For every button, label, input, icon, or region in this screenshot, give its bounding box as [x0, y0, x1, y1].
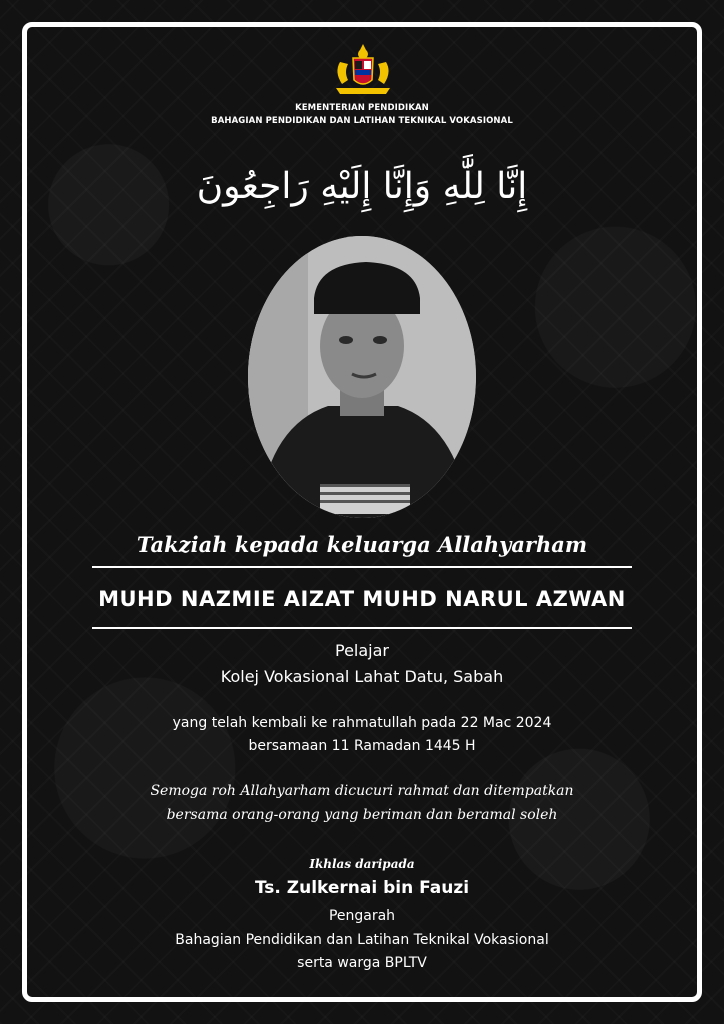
- prayer-line-1: Semoga roh Allahyarham dicucuri rahmat dan ditempatkan: [150, 783, 574, 799]
- deceased-role: Pelajar: [335, 641, 389, 660]
- sender-staff: serta warga BPLTV: [297, 955, 427, 971]
- sender-division: Bahagian Pendidikan dan Latihan Teknikal Vokasional: [175, 932, 549, 948]
- portrait-silhouette: [248, 236, 476, 518]
- condolence-heading: Takziah kepada keluarga Allahyarham: [136, 532, 588, 557]
- divider-top: [92, 566, 632, 568]
- passing-date-line: yang telah kembali ke rahmatullah pada 22 Mac 2024: [172, 715, 552, 731]
- deceased-name: MUHD NAZMIE AIZAT MUHD NARUL AZWAN: [98, 587, 626, 611]
- division-name: BAHAGIAN PENDIDIKAN DAN LATIHAN TEKNIKAL VOKASIONAL: [211, 116, 513, 126]
- prayer-line-2: bersama orang-orang yang beriman dan beramal soleh: [166, 807, 558, 823]
- coat-of-arms-logo: [326, 42, 400, 100]
- divider-bottom: [92, 627, 632, 629]
- deceased-school: Kolej Vokasional Lahat Datu, Sabah: [220, 667, 504, 686]
- arabic-verse: إِنَّا لِلَّٰهِ وَإِنَّا إِلَيْهِ رَاجِعُونَ: [196, 166, 528, 207]
- hijri-date-line: bersamaan 11 Ramadan 1445 H: [248, 738, 476, 754]
- sender-name: Ts. Zulkernai bin Fauzi: [254, 878, 470, 898]
- portrait-photo: [248, 236, 476, 518]
- ministry-header: [0, 102, 724, 128]
- ministry-name: KEMENTERIAN PENDIDIKAN: [295, 103, 429, 113]
- sender-intro: Ikhlas daripada: [309, 857, 415, 871]
- sender-position: Pengarah: [328, 908, 396, 924]
